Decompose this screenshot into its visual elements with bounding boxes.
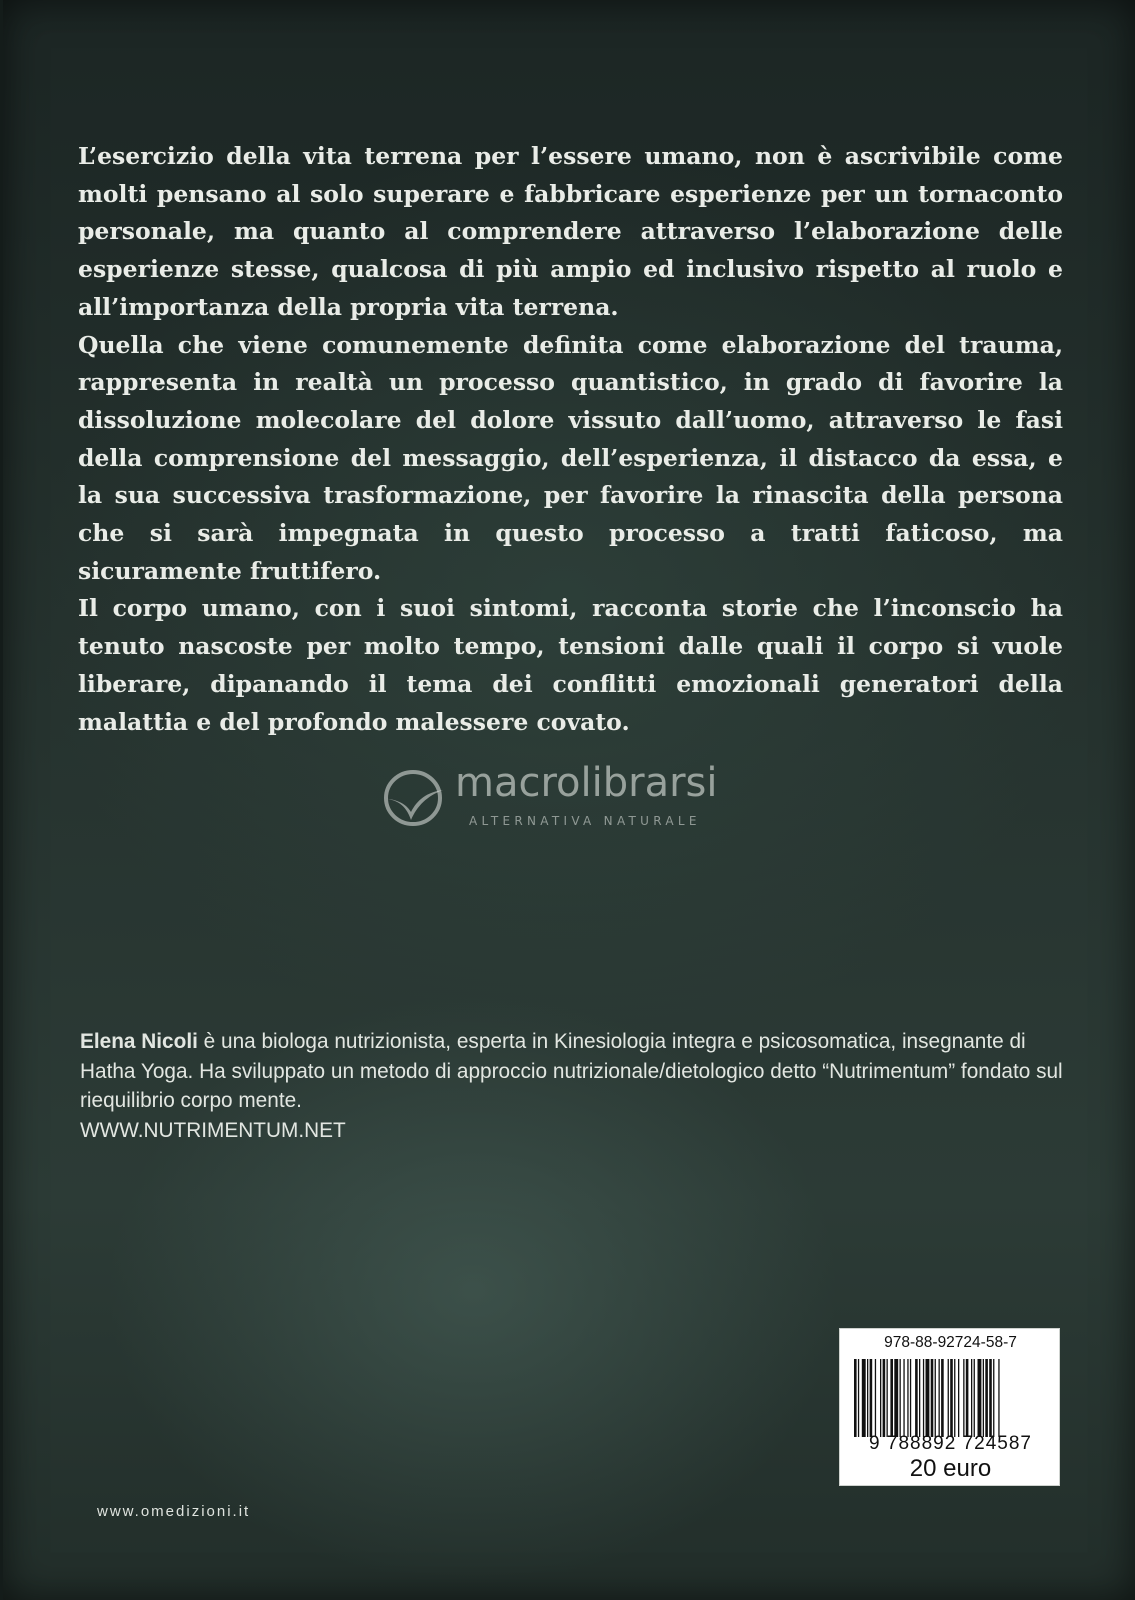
watermark xyxy=(375,760,775,834)
barcode-digits: 9 788892 724587 xyxy=(869,1433,1032,1454)
blurb-text xyxy=(78,138,1063,741)
author-name: Elena Nicoli xyxy=(80,1030,198,1053)
barcode-icon xyxy=(854,1359,1047,1437)
barcode-label xyxy=(839,1328,1060,1486)
price-label: 20 euro xyxy=(909,1455,992,1482)
watermark-brand: macrolibrarsi xyxy=(455,760,718,806)
leaf-logo-icon xyxy=(375,768,445,828)
blurb-paragraph-2: Quella che viene comunemente definita come elaborazione del trauma, rappresenta in realtà un processo quantistico, in grado di favorire la dissoluzione molecolare del dolore vissuto dall’uomo, attraverso le fasi della comprensione del messaggio, dell’esperienza, il distacco da essa, e la sua successiva trasformazione, per favorire la rinascita della persona che si sarà impegnata in questo processo a tratti faticoso, ma sicuramente fruttifero. xyxy=(78,330,1063,585)
author-bio xyxy=(80,1027,1065,1146)
blurb-paragraph-3: Il corpo umano, con i suoi sintomi, racconta storie che l’inconscio ha tenuto nascoste per molto tempo, tensioni dalle quali il corpo si vuole liberare, dipanando il tema dei conflitti emozionali generatori della malattia e del profondo malessere covato. xyxy=(78,594,1063,736)
publisher-website: www.omedizioni.it xyxy=(97,1503,251,1520)
author-website: WWW.NUTRIMENTUM.NET xyxy=(80,1119,346,1143)
isbn-number: 978-88-92724-58-7 xyxy=(884,1334,1017,1351)
bio-paragraph xyxy=(80,1027,1065,1116)
blurb-paragraph-1: L’esercizio della vita terrena per l’essere umano, non è ascrivibile come molti pensano al solo superare e fabbricare esperienze per un tornaconto personale, ma quanto al comprendere attraverso l’elaborazione delle esperienze stesse, qualcosa di più ampio ed inclusivo rispetto al ruolo e all’importanza della propria vita terrena. xyxy=(78,142,1063,321)
bio-text: è una biologa nutrizionista, esperta in Kinesiologia integra e psicosomatica, insegnante di Hatha Yoga. Ha sviluppato un metodo di approccio nutrizionale/dietologico detto “Nutrimentum” fondato sul riequilibrio corpo mente. xyxy=(80,1030,1063,1113)
watermark-tagline: ALTERNATIVA NATURALE xyxy=(469,814,701,828)
